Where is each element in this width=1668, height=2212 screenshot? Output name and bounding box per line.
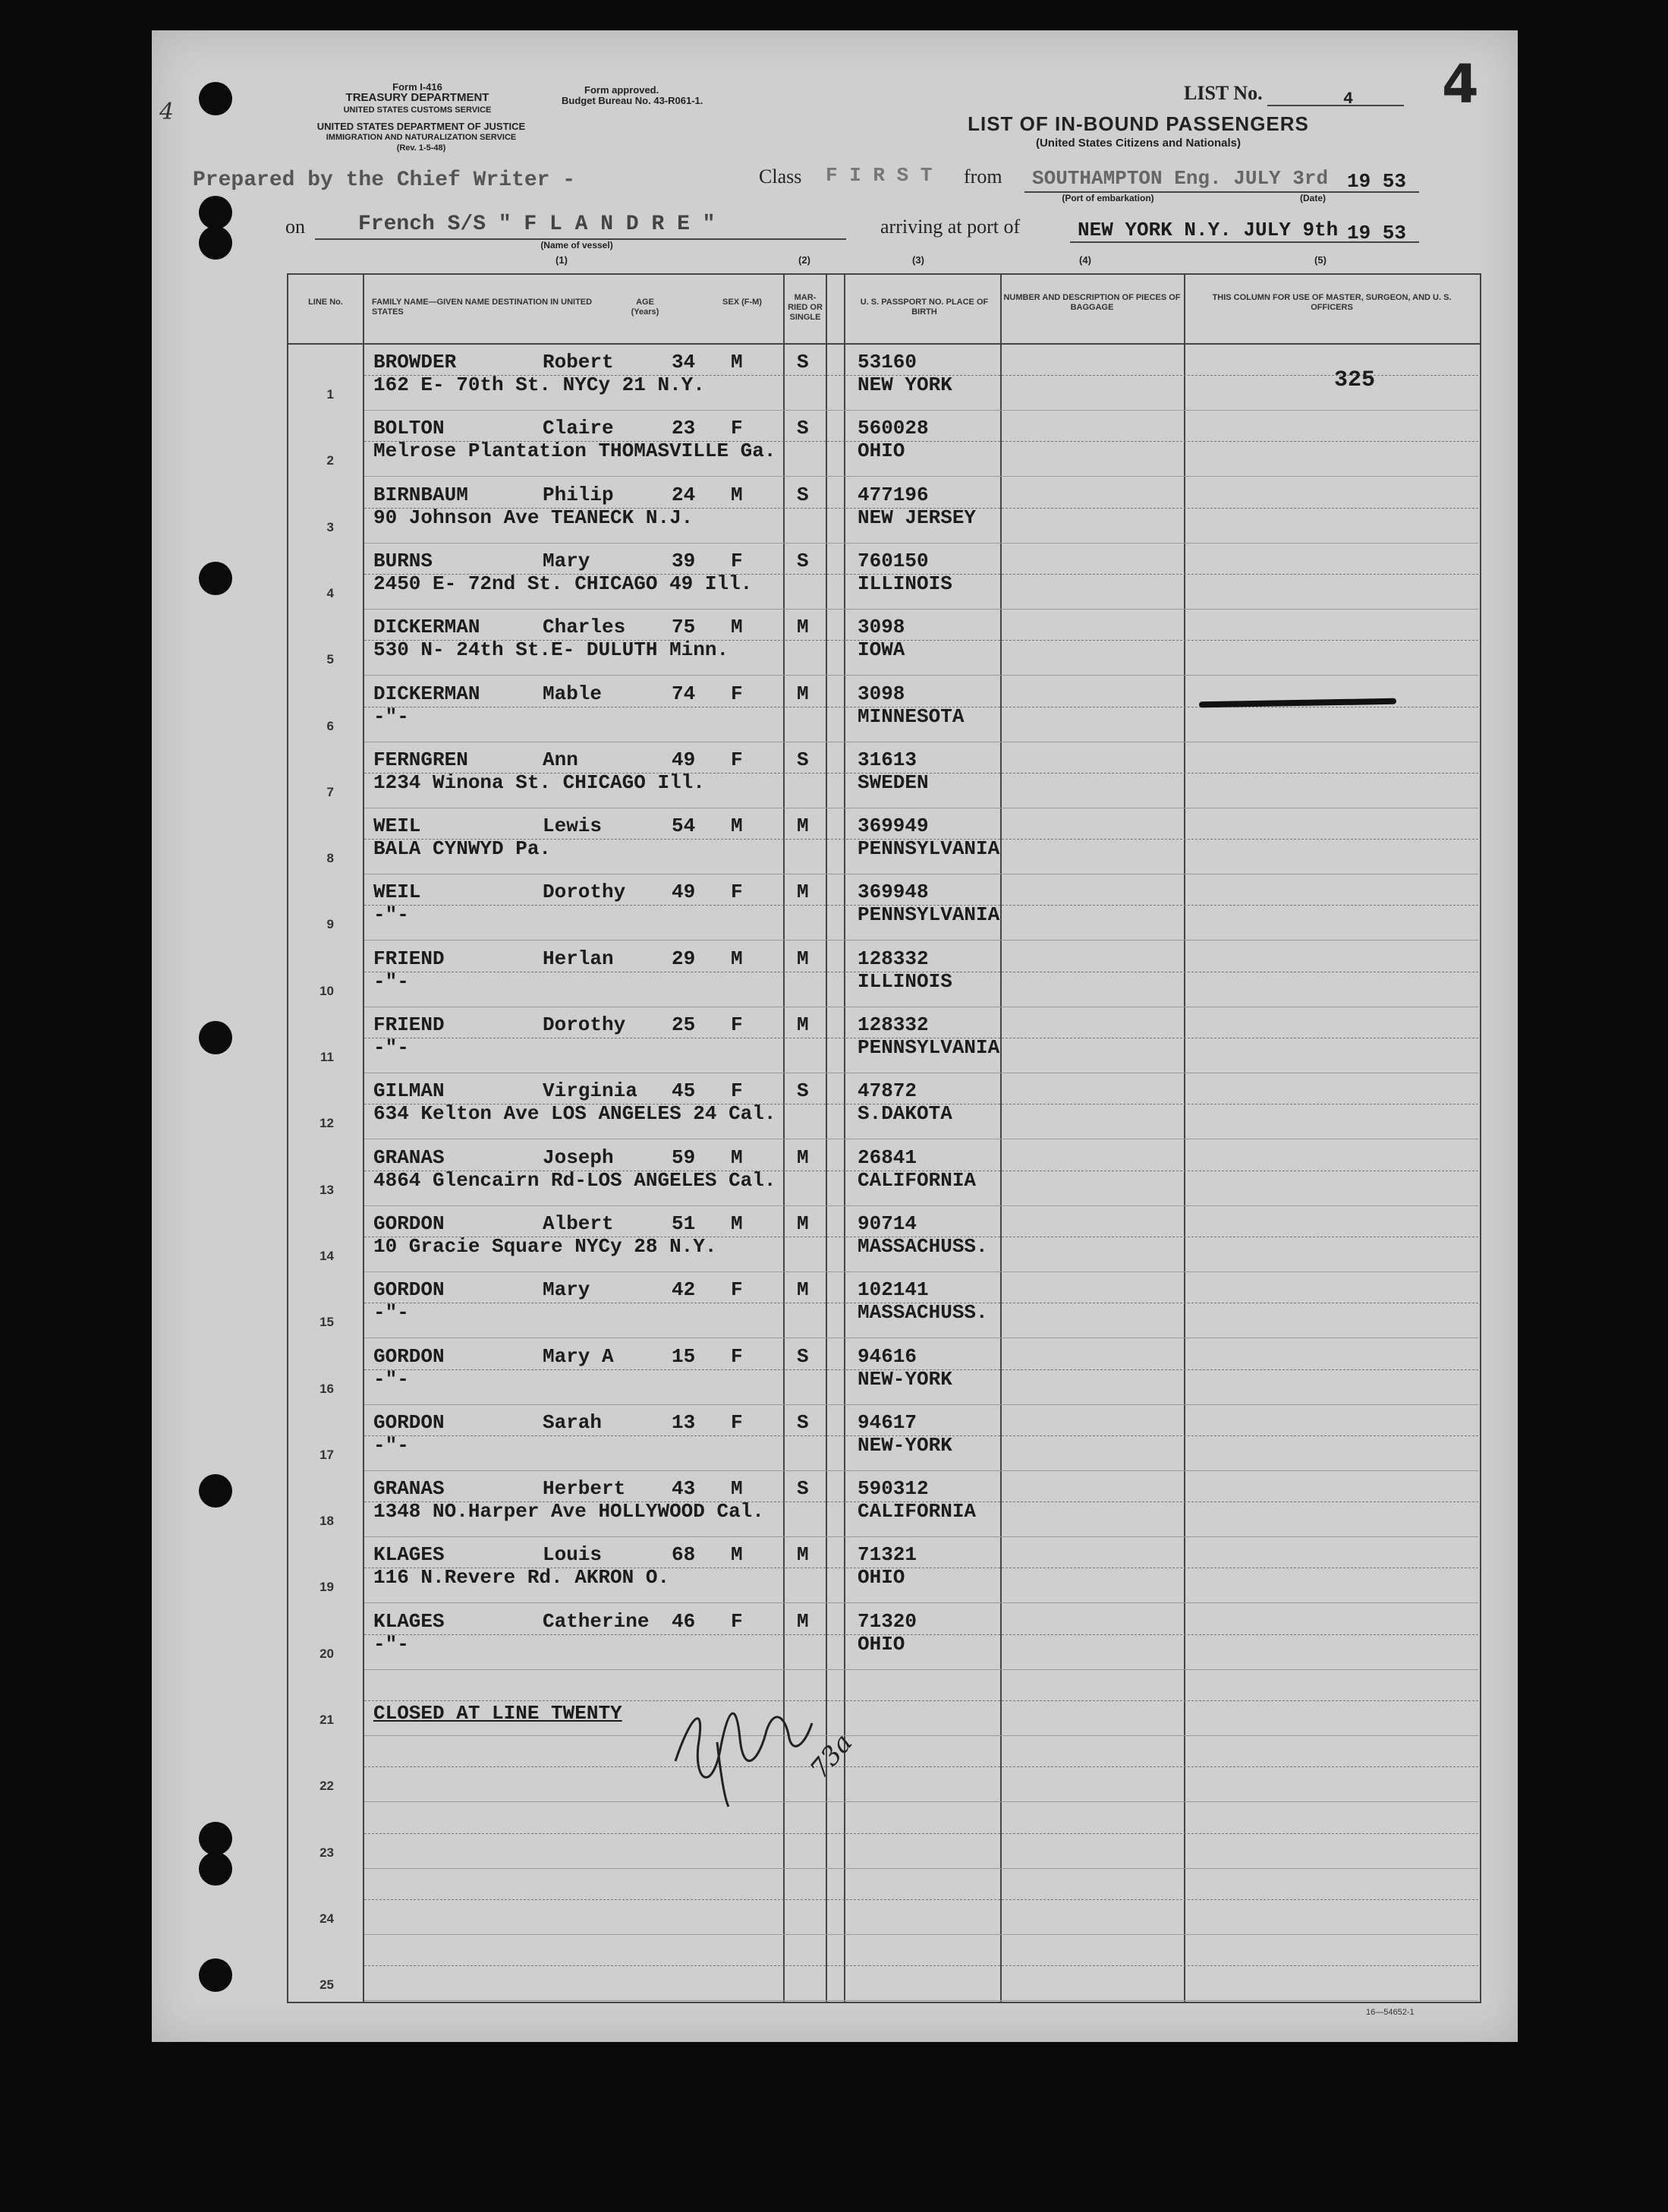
page-subtitle: (United States Citizens and Nationals) xyxy=(1035,137,1242,150)
destination: -"- xyxy=(373,1632,409,1656)
sex: M xyxy=(731,616,743,639)
marital-status: M xyxy=(797,682,809,705)
line-number: 6 xyxy=(326,718,334,733)
place-of-birth: MASSACHUSS. xyxy=(858,1301,988,1325)
family-name: BIRNBAUM xyxy=(373,483,468,506)
place-of-birth: IOWA xyxy=(858,638,905,662)
table-row xyxy=(288,676,1480,742)
treasury-label: TREASURY DEPARTMENT xyxy=(345,91,489,104)
family-name: BOLTON xyxy=(373,417,445,440)
place-of-birth: ILLINOIS xyxy=(858,969,952,993)
family-name: WEIL xyxy=(373,815,421,838)
family-name: FERNGREN xyxy=(373,748,468,771)
marital-status: M xyxy=(797,815,809,838)
passport-number: 369948 xyxy=(858,881,929,904)
line-number: 23 xyxy=(319,1845,334,1860)
list-no-value: 4 xyxy=(1343,90,1354,109)
arriving-year: 19 53 xyxy=(1347,222,1407,244)
sex: M xyxy=(731,1212,743,1235)
line-number: 18 xyxy=(319,1514,334,1529)
line-number: 14 xyxy=(319,1248,334,1263)
family-name: DICKERMAN xyxy=(373,616,480,639)
line-number: 22 xyxy=(319,1779,334,1794)
table-row xyxy=(288,1140,1480,1206)
header-name: FAMILY NAME—GIVEN NAME DESTINATION IN UNITED STATES xyxy=(372,298,593,317)
passport-number: 90714 xyxy=(858,1212,917,1235)
place-of-birth: MASSACHUSS. xyxy=(858,1234,988,1258)
rev-label: (Rev. 1-5-48) xyxy=(396,143,446,153)
sex: F xyxy=(731,682,743,705)
given-name: Albert xyxy=(543,1212,614,1235)
officer-note: 325 xyxy=(1334,367,1376,393)
age: 49 xyxy=(672,748,696,771)
table-row xyxy=(288,1471,1480,1537)
class-label: Class xyxy=(759,165,802,187)
line-number: 19 xyxy=(319,1580,334,1595)
destination: 90 Johnson Ave TEANECK N.J. xyxy=(373,506,694,529)
destination: Melrose Plantation THOMASVILLE Ga. xyxy=(373,440,776,463)
place-of-birth: PENNSYLVANIA xyxy=(858,837,1000,861)
family-name: FRIEND xyxy=(373,947,445,970)
header-baggage: NUMBER AND DESCRIPTION OF PIECES OF BAGGAGE xyxy=(1003,293,1181,312)
place-of-birth: OHIO xyxy=(858,1632,905,1656)
given-name: Lewis xyxy=(543,815,603,838)
destination: 10 Gracie Square NYCy 28 N.Y. xyxy=(373,1234,717,1258)
customs-label: UNITED STATES CUSTOMS SERVICE xyxy=(343,106,492,115)
col-num-1: (1) xyxy=(555,254,568,266)
given-name: Catherine xyxy=(543,1609,650,1633)
table-row xyxy=(288,477,1480,544)
age: 24 xyxy=(672,483,696,506)
destination: -"- xyxy=(373,1301,409,1325)
binder-hole xyxy=(199,226,232,260)
place-of-birth: NEW-YORK xyxy=(858,1367,952,1391)
line-number: 25 xyxy=(319,1977,334,1993)
age: 46 xyxy=(672,1609,696,1633)
table-row xyxy=(288,1272,1480,1338)
binder-hole xyxy=(199,196,232,229)
passport-number: 3098 xyxy=(858,682,905,705)
passport-number: 31613 xyxy=(858,748,917,771)
sex: F xyxy=(731,1609,743,1633)
family-name: GRANAS xyxy=(373,1477,445,1501)
place-of-birth: ILLINOIS xyxy=(858,572,952,595)
destination: -"- xyxy=(373,1036,409,1059)
marital-status: M xyxy=(797,1013,809,1036)
destination: BALA CYNWYD Pa. xyxy=(373,837,552,861)
form-number: Form I-416 xyxy=(392,81,442,93)
table-row xyxy=(288,1604,1480,1670)
header-passport: U. S. PASSPORT NO. PLACE OF BIRTH xyxy=(860,298,989,317)
destination: -"- xyxy=(373,1367,409,1391)
place-of-birth: NEW-YORK xyxy=(858,1433,952,1457)
sex: F xyxy=(731,417,743,440)
passport-number: 477196 xyxy=(858,483,929,506)
given-name: Ann xyxy=(543,748,578,771)
table-row xyxy=(288,345,1480,411)
form-approved: Form approved. xyxy=(584,84,659,96)
table-row xyxy=(288,1007,1480,1073)
passport-number: 3098 xyxy=(858,616,905,639)
line-number: 4 xyxy=(326,585,334,600)
table-row xyxy=(288,1073,1480,1139)
family-name: GORDON xyxy=(373,1278,445,1302)
table-row xyxy=(288,1339,1480,1405)
destination: 4864 Glencairn Rd-LOS ANGELES Cal. xyxy=(373,1168,776,1192)
destination: 2450 E- 72nd St. CHICAGO 49 Ill. xyxy=(373,572,753,595)
table-row xyxy=(288,1869,1480,1935)
place-of-birth: MINNESOTA xyxy=(858,704,965,728)
passport-number: 560028 xyxy=(858,417,929,440)
destination: -"- xyxy=(373,704,409,728)
marital-status: M xyxy=(797,1543,809,1567)
marital-status: M xyxy=(797,947,809,970)
line-number: 20 xyxy=(319,1646,334,1661)
budget-bureau: Budget Bureau No. 43-R061-1. xyxy=(562,95,703,106)
header-line-no: LINE No. xyxy=(308,298,343,307)
age: 13 xyxy=(672,1410,696,1434)
class-value: F I R S T xyxy=(826,164,933,187)
destination: 634 Kelton Ave LOS ANGELES 24 Cal. xyxy=(373,1102,776,1126)
given-name: Herbert xyxy=(543,1477,626,1501)
list-no-underline xyxy=(1267,105,1404,106)
destination: 530 N- 24th St.E- DULUTH Minn. xyxy=(373,638,729,662)
table-row xyxy=(288,1405,1480,1471)
binder-hole xyxy=(199,1021,232,1054)
header-married: MAR-RIED OR SINGLE xyxy=(788,293,823,322)
marital-status: S xyxy=(797,748,809,771)
line-number: 13 xyxy=(319,1182,334,1197)
sex: M xyxy=(731,1477,743,1501)
family-name: WEIL xyxy=(373,881,421,904)
place-of-birth: S.DAKOTA xyxy=(858,1102,952,1126)
passport-number: 94616 xyxy=(858,1344,917,1368)
page-title: LIST OF IN-BOUND PASSENGERS xyxy=(968,112,1309,135)
destination: 1348 NO.Harper Ave HOLLYWOOD Cal. xyxy=(373,1500,764,1524)
family-name: KLAGES xyxy=(373,1543,445,1567)
destination: 116 N.Revere Rd. AKRON O. xyxy=(373,1566,670,1590)
ins-label: IMMIGRATION AND NATURALIZATION SERVICE xyxy=(326,133,517,142)
sex: M xyxy=(731,815,743,838)
given-name: Virginia xyxy=(543,1079,637,1103)
vessel-caption: (Name of vessel) xyxy=(540,240,613,251)
sex: M xyxy=(731,483,743,506)
passport-number: 47872 xyxy=(858,1079,917,1103)
on-label: on xyxy=(285,216,305,238)
table-row xyxy=(288,941,1480,1007)
age: 59 xyxy=(672,1145,696,1169)
family-name: GILMAN xyxy=(373,1079,445,1103)
given-name: Robert xyxy=(543,351,614,373)
place-of-birth: PENNSYLVANIA xyxy=(858,903,1000,927)
marital-status: S xyxy=(797,417,809,440)
passport-number: 71321 xyxy=(858,1543,917,1567)
family-name: GORDON xyxy=(373,1410,445,1434)
marital-status: S xyxy=(797,1410,809,1434)
marital-status: M xyxy=(797,1145,809,1169)
family-name: FRIEND xyxy=(373,1013,445,1036)
destination: 162 E- 70th St. NYCy 21 N.Y. xyxy=(373,373,705,396)
sex: M xyxy=(731,1543,743,1567)
marital-status: S xyxy=(797,351,809,373)
given-name: Herlan xyxy=(543,947,614,970)
line-number: 15 xyxy=(319,1315,334,1330)
footer-code: 16—54652-1 xyxy=(1366,2008,1415,2017)
given-name: Philip xyxy=(543,483,614,506)
header-sex: SEX (F-M) xyxy=(722,298,762,307)
col-num-4: (4) xyxy=(1079,254,1091,266)
line-number: 8 xyxy=(326,851,334,866)
list-no-label: LIST No. xyxy=(1184,82,1263,104)
line-number: 5 xyxy=(326,652,334,667)
line-number: 17 xyxy=(319,1447,334,1462)
given-name: Joseph xyxy=(543,1145,614,1169)
marital-status: S xyxy=(797,483,809,506)
marital-status: M xyxy=(797,881,809,904)
table-row xyxy=(288,874,1480,941)
list-no-big: 4 xyxy=(1442,53,1479,115)
family-name: GRANAS xyxy=(373,1145,445,1169)
table-row xyxy=(288,1935,1480,2001)
given-name: Claire xyxy=(543,417,614,440)
place-of-birth: NEW JERSEY xyxy=(858,506,977,529)
sex: F xyxy=(731,1278,743,1302)
binder-hole xyxy=(199,1474,232,1508)
line-number: 2 xyxy=(326,453,334,468)
table-row xyxy=(288,411,1480,477)
line-number: 11 xyxy=(320,1050,334,1064)
binder-hole xyxy=(199,562,232,595)
marital-status: S xyxy=(797,1079,809,1103)
table-row xyxy=(288,742,1480,808)
binder-hole xyxy=(199,1958,232,1992)
given-name: Mary xyxy=(543,1278,590,1302)
sex: F xyxy=(731,1013,743,1036)
age: 25 xyxy=(672,1013,696,1036)
manifest-page xyxy=(152,30,1518,2042)
given-name: Dorothy xyxy=(543,881,626,904)
destination: -"- xyxy=(373,969,409,993)
sex: F xyxy=(731,1344,743,1368)
place-of-birth: SWEDEN xyxy=(858,770,929,794)
table-row xyxy=(288,1537,1480,1603)
family-name: BURNS xyxy=(373,549,433,572)
line-number: 7 xyxy=(326,784,334,799)
age: 42 xyxy=(672,1278,696,1302)
prepared-by: Prepared by the Chief Writer - xyxy=(193,169,576,192)
from-year: 19 53 xyxy=(1347,170,1407,193)
destination: -"- xyxy=(373,903,409,927)
passport-number: 760150 xyxy=(858,549,929,572)
vessel-name: French S/S " F L A N D R E " xyxy=(358,213,716,236)
age: 34 xyxy=(672,351,696,373)
marital-status: S xyxy=(797,1477,809,1501)
place-of-birth: PENNSYLVANIA xyxy=(858,1036,1000,1059)
destination: 1234 Winona St. CHICAGO Ill. xyxy=(373,770,705,794)
col-num-5: (5) xyxy=(1314,254,1327,266)
table-row xyxy=(288,1206,1480,1272)
line-number: 1 xyxy=(326,387,334,402)
line-number: 12 xyxy=(319,1116,334,1131)
sex: F xyxy=(731,549,743,572)
table-row xyxy=(288,1736,1480,1802)
given-name: Mary xyxy=(543,549,590,572)
passport-number: 590312 xyxy=(858,1477,929,1501)
given-name: Mable xyxy=(543,682,603,705)
embark-caption: (Port of embarkation) xyxy=(1062,193,1154,203)
age: 29 xyxy=(672,947,696,970)
arriving-underline xyxy=(1070,241,1419,243)
passport-number: 53160 xyxy=(858,351,917,373)
justice-label: UNITED STATES DEPARTMENT OF JUSTICE xyxy=(316,121,526,132)
from-value: SOUTHAMPTON Eng. JULY 3rd xyxy=(1032,167,1329,190)
given-name: Louis xyxy=(543,1543,603,1567)
place-of-birth: CALIFORNIA xyxy=(858,1168,977,1192)
family-name: KLAGES xyxy=(373,1609,445,1633)
sex: M xyxy=(731,351,743,373)
arriving-value: NEW YORK N.Y. JULY 9th xyxy=(1078,219,1339,241)
line-number: 10 xyxy=(319,983,334,998)
binder-hole xyxy=(199,1852,232,1886)
place-of-birth: CALIFORNIA xyxy=(858,1500,977,1524)
line-number: 3 xyxy=(326,519,334,534)
family-name: BROWDER xyxy=(373,351,457,373)
age: 23 xyxy=(672,417,696,440)
family-name: GORDON xyxy=(373,1344,445,1368)
marital-status: M xyxy=(797,1609,809,1633)
family-name: GORDON xyxy=(373,1212,445,1235)
place-of-birth: OHIO xyxy=(858,1566,905,1590)
place-of-birth: NEW YORK xyxy=(858,373,952,396)
table-row xyxy=(288,1803,1480,1869)
header-age: AGE (Years) xyxy=(631,298,659,317)
age: 43 xyxy=(672,1477,696,1501)
marital-status: S xyxy=(797,1344,809,1368)
passport-number: 128332 xyxy=(858,947,929,970)
sex: M xyxy=(731,1145,743,1169)
handwritten-note: 73a xyxy=(804,1728,859,1785)
marital-status: S xyxy=(797,549,809,572)
family-name: DICKERMAN xyxy=(373,682,480,705)
given-name: Charles xyxy=(543,616,626,639)
place-of-birth: OHIO xyxy=(858,440,905,463)
passport-number: 71320 xyxy=(858,1609,917,1633)
binder-hole xyxy=(199,82,232,115)
table-row xyxy=(288,544,1480,610)
table-row xyxy=(288,610,1480,676)
age: 74 xyxy=(672,682,696,705)
passport-number: 94617 xyxy=(858,1410,917,1434)
passport-number: 369949 xyxy=(858,815,929,838)
family-name: CLOSED AT LINE TWENTY xyxy=(373,1702,622,1725)
sex: F xyxy=(731,748,743,771)
given-name: Dorothy xyxy=(543,1013,626,1036)
sex: F xyxy=(731,1410,743,1434)
passport-number: 26841 xyxy=(858,1145,917,1169)
col-num-2: (2) xyxy=(798,254,810,266)
passport-number: 128332 xyxy=(858,1013,929,1036)
passenger-table xyxy=(287,273,1481,2003)
arriving-label: arriving at port of xyxy=(880,216,1021,238)
table-row xyxy=(288,808,1480,874)
age: 15 xyxy=(672,1344,696,1368)
table-row xyxy=(288,1670,1480,1736)
marital-status: M xyxy=(797,616,809,639)
col-num-3: (3) xyxy=(912,254,924,266)
age: 51 xyxy=(672,1212,696,1235)
line-number: 9 xyxy=(326,917,334,932)
date-caption: (Date) xyxy=(1299,193,1326,203)
age: 39 xyxy=(672,549,696,572)
given-name: Mary A xyxy=(543,1344,614,1368)
passport-number: 102141 xyxy=(858,1278,929,1302)
line-number: 24 xyxy=(319,1911,334,1926)
sex: F xyxy=(731,881,743,904)
handwritten-signature xyxy=(645,1670,873,1814)
age: 75 xyxy=(672,616,696,639)
header-officers: THIS COLUMN FOR USE OF MASTER, SURGEON, AND U. S. OFFICERS xyxy=(1212,293,1452,312)
age: 68 xyxy=(672,1543,696,1567)
age: 45 xyxy=(672,1079,696,1103)
sex: F xyxy=(731,1079,743,1103)
sex: M xyxy=(731,947,743,970)
destination: -"- xyxy=(373,1433,409,1457)
marital-status: M xyxy=(797,1278,809,1302)
from-label: from xyxy=(964,165,1002,187)
line-number: 21 xyxy=(319,1713,334,1727)
age: 49 xyxy=(672,881,696,904)
line-number: 16 xyxy=(319,1381,334,1396)
given-name: Sarah xyxy=(543,1410,603,1434)
binder-hole xyxy=(199,1822,232,1855)
marital-status: M xyxy=(797,1212,809,1235)
age: 54 xyxy=(672,815,696,838)
